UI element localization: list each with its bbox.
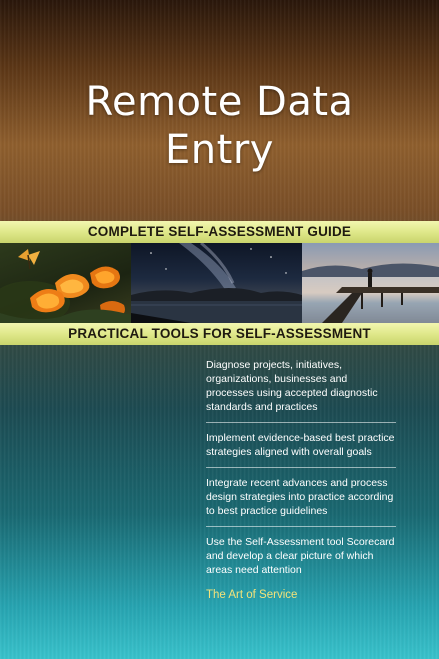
band-bottom: PRACTICAL TOOLS FOR SELF-ASSESSMENT (0, 323, 439, 345)
butterfly-flowers-photo (0, 243, 131, 323)
bullet-item: Use the Self-Assessment tool Scorecard and develop a clear picture of which areas need attention (206, 536, 395, 576)
book-title (0, 78, 439, 174)
milky-way-lake-photo (131, 243, 302, 323)
band-top: COMPLETE SELF-ASSESSMENT GUIDE (0, 221, 439, 243)
photo-strip (0, 243, 439, 323)
bullet-item: Integrate recent advances and process design strategies into practice according to best practice guidelines (206, 476, 396, 527)
bullet-list (206, 358, 396, 593)
bullet-item: Implement evidence-based best practice strategies aligned with overall goals (206, 431, 396, 468)
title-line-1: Remote Data (85, 79, 354, 125)
pier-sunset-photo (302, 243, 439, 323)
publisher-name: The Art of Service (206, 589, 298, 601)
bullet-item: Diagnose projects, initiatives, organizations, businesses and processes using accepted diagnostic standards and practices (206, 358, 396, 423)
title-line-2: Entry (165, 127, 274, 173)
